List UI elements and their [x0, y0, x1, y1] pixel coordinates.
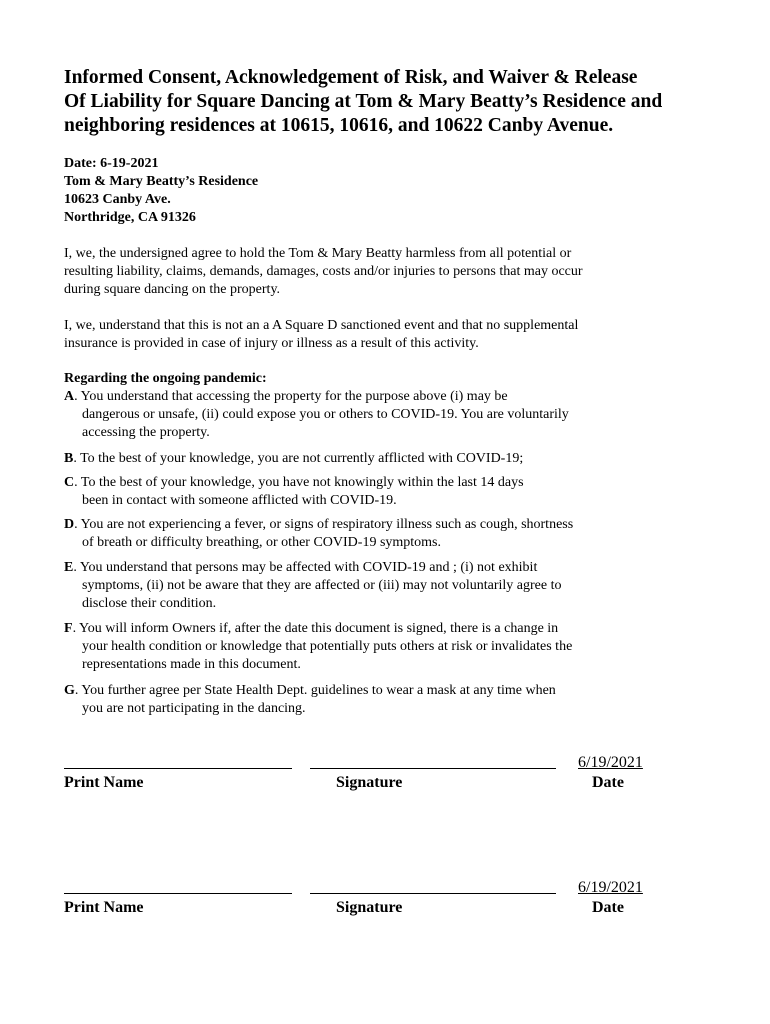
date-value: 6/19/2021	[578, 754, 643, 771]
item-text: your health condition or knowledge that potentially puts others at risk or invalidates the	[82, 639, 573, 654]
signature-line[interactable]	[310, 768, 556, 769]
print-name-label: Print Name	[64, 899, 144, 916]
liability-paragraph	[64, 245, 704, 299]
item-text: . You further agree per State Health Dept. guidelines to wear a mask at any time when	[74, 683, 556, 698]
signature-label: Signature	[336, 774, 403, 791]
insurance-paragraph	[64, 317, 704, 353]
item-text: . To the best of your knowledge, you have not knowingly within the last 14 days	[74, 475, 524, 490]
item-text: disclose their condition.	[82, 596, 217, 611]
paragraph-line: during square dancing on the property.	[64, 282, 281, 297]
item-letter: B	[64, 451, 74, 466]
signature-block	[64, 881, 664, 931]
title-line: Of Liability for Square Dancing at Tom & Mary Beatty’s Residence and	[64, 91, 663, 112]
pandemic-item-d	[64, 516, 724, 552]
item-text: of breath or difficulty breathing, or other COVID-19 symptoms.	[82, 535, 442, 550]
city-state-zip: Northridge, CA 91326	[64, 210, 196, 225]
date-label: Date	[592, 774, 624, 791]
item-letter: G	[64, 683, 75, 698]
print-name-line[interactable]	[64, 768, 292, 769]
paragraph-line: I, we, the undersigned agree to hold the Tom & Mary Beatty harmless from all potential or	[64, 246, 572, 261]
print-name-line[interactable]	[64, 893, 292, 894]
pandemic-section	[64, 370, 724, 716]
item-letter: D	[64, 517, 75, 532]
pandemic-item-g	[64, 682, 724, 718]
date-value: 6/19/2021	[578, 879, 643, 896]
item-text: dangerous or unsafe, (ii) could expose you or others to COVID-19. You are voluntarily	[82, 407, 569, 422]
item-text: representations made in this document.	[82, 657, 301, 672]
print-name-label: Print Name	[64, 774, 144, 791]
item-letter: A	[64, 389, 75, 404]
item-letter: F	[64, 621, 73, 636]
pandemic-item-f	[64, 620, 724, 674]
title-line: Informed Consent, Acknowledgement of Risk, and Waiver & Release	[64, 67, 638, 88]
paragraph-line: I, we, understand that this is not an a A Square D sanctioned event and that no supplemental	[64, 318, 579, 333]
item-text: . You understand that accessing the property for the purpose above (i) may be	[74, 389, 508, 404]
title-line: neighboring residences at 10615, 10616, and 10622 Canby Avenue.	[64, 115, 614, 136]
item-text: . You are not experiencing a fever, or signs of respiratory illness such as cough, shortness	[74, 517, 574, 532]
document-date: Date: 6-19-2021	[64, 156, 159, 171]
pandemic-item-b	[64, 450, 724, 468]
address-block	[64, 155, 258, 227]
item-text: accessing the property.	[82, 425, 210, 440]
item-text: . You understand that persons may be affected with COVID-19 and ; (i) not exhibit	[73, 560, 538, 575]
pandemic-item-e	[64, 559, 724, 613]
street-address: 10623 Canby Ave.	[64, 192, 171, 207]
item-text: been in contact with someone afflicted with COVID-19.	[82, 493, 397, 508]
item-letter: C	[64, 475, 75, 490]
date-label: Date	[592, 899, 624, 916]
pandemic-heading: Regarding the ongoing pandemic:	[64, 371, 267, 386]
paragraph-line: resulting liability, claims, demands, damages, costs and/or injuries to persons that may occur	[64, 264, 583, 279]
pandemic-item-c	[64, 474, 724, 510]
pandemic-item-a	[64, 388, 724, 442]
signature-line[interactable]	[310, 893, 556, 894]
signature-block	[64, 756, 664, 806]
document-title	[64, 66, 724, 138]
paragraph-line: insurance is provided in case of injury or illness as a result of this activity.	[64, 336, 479, 351]
residence-name: Tom & Mary Beatty’s Residence	[64, 174, 259, 189]
item-text: you are not participating in the dancing.	[82, 701, 306, 716]
signature-label: Signature	[336, 899, 403, 916]
item-text: . You will inform Owners if, after the date this document is signed, there is a change in	[72, 621, 559, 636]
item-text: . To the best of your knowledge, you are not currently afflicted with COVID-19;	[73, 451, 524, 466]
item-letter: E	[64, 560, 74, 575]
item-text: symptoms, (ii) not be aware that they are affected or (iii) may not voluntarily agree to	[82, 578, 562, 593]
